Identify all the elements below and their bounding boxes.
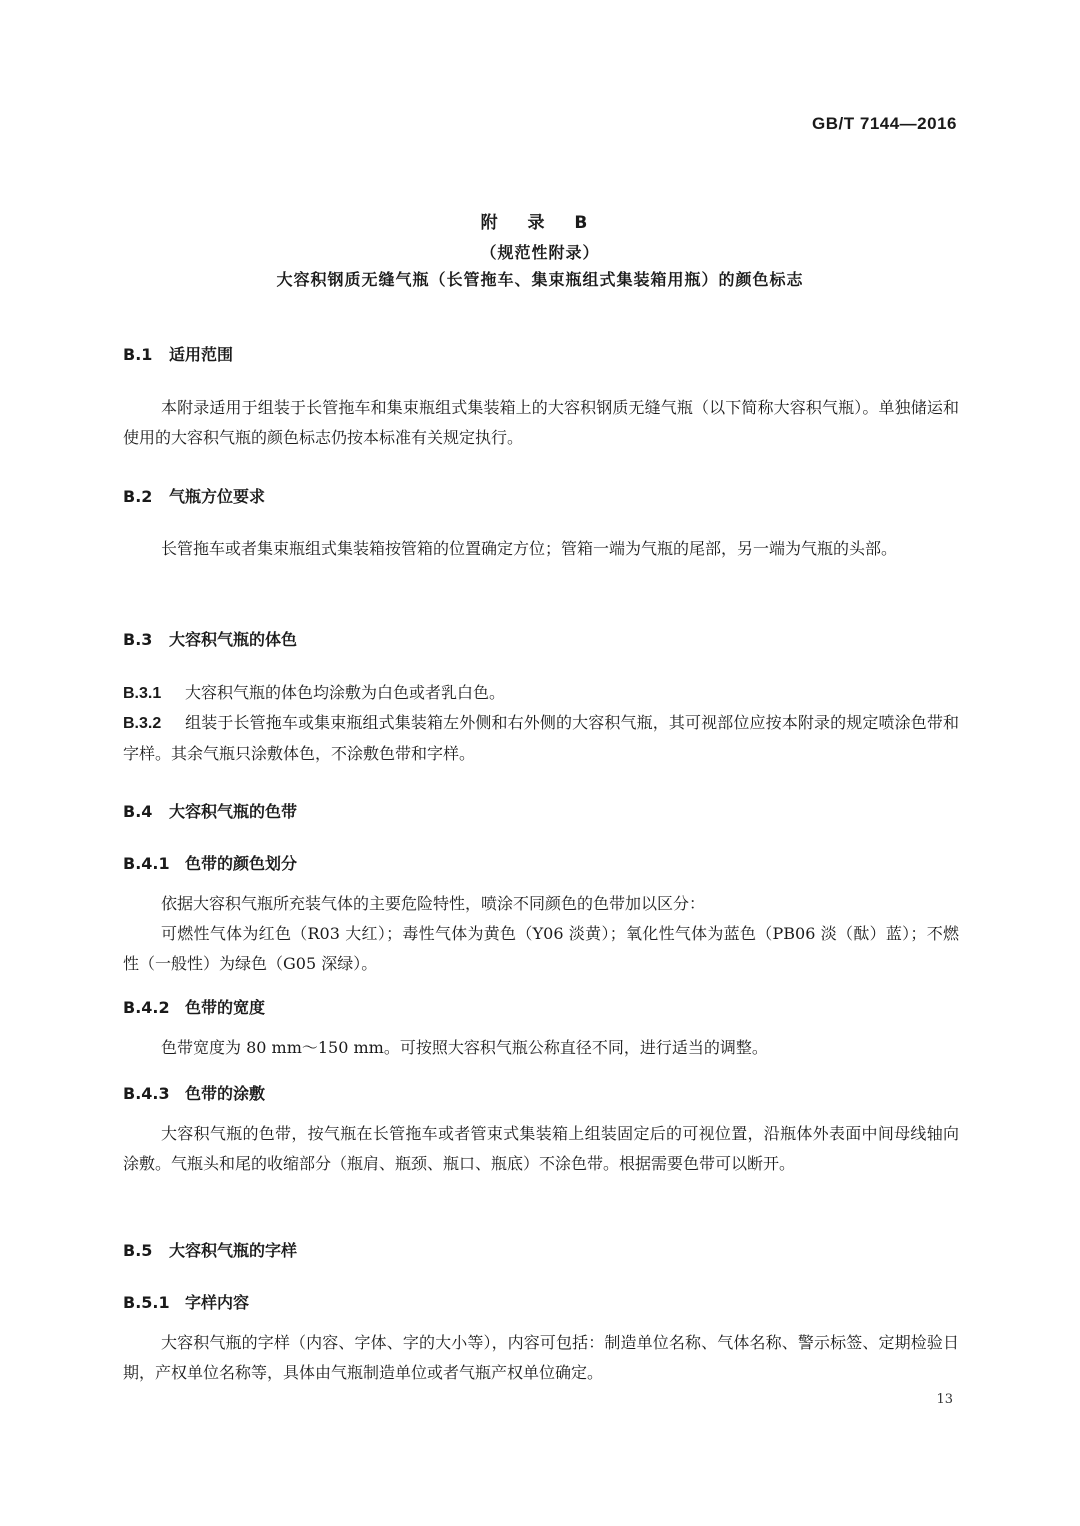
section-title: 大容积气瓶的色带 bbox=[169, 802, 298, 821]
clause-b3-2 bbox=[123, 708, 959, 769]
section-heading-b3 bbox=[123, 627, 297, 650]
section-heading-b5 bbox=[123, 1238, 297, 1261]
subsection-number: B.4.2 bbox=[123, 998, 170, 1017]
section-number: B.3 bbox=[123, 630, 153, 649]
section-number: B.2 bbox=[123, 487, 153, 506]
paragraph-b4-3: 大容积气瓶的色带，按气瓶在长管拖车或者管束式集装箱上组装固定后的可视位置，沿瓶体外表面中间母线轴向涂敷。气瓶头和尾的收缩部分（瓶肩、瓶颈、瓶口、瓶底）不涂色带。根据需要色带可以断开。 bbox=[123, 1124, 959, 1173]
section-paragraph-b1: 本附录适用于组装于长管拖车和集束瓶组式集装箱上的大容积钢质无缝气瓶（以下简称大容积气瓶）。单独储运和使用的大容积气瓶的颜色标志仍按本标准有关规定执行。 bbox=[123, 398, 959, 447]
clause-number: B.3.1 bbox=[123, 685, 162, 702]
section-title: 气瓶方位要求 bbox=[169, 487, 266, 506]
subsection-heading-b4-2 bbox=[123, 995, 265, 1018]
paragraph-b4-1-b: 可燃性气体为红色（R03 大红）；毒性气体为黄色（Y06 淡黄）；氧化性气体为蓝色（PB06 淡（酞）蓝）；不燃性（一般性）为绿色（G05 深绿）。 bbox=[123, 924, 959, 973]
section-title: 适用范围 bbox=[169, 345, 234, 364]
section-number: B.1 bbox=[123, 345, 153, 364]
page-number: 13 bbox=[936, 1392, 953, 1407]
section-heading-b2 bbox=[123, 484, 265, 507]
subsection-number: B.4.3 bbox=[123, 1084, 170, 1103]
paragraph-b4-1-a: 依据大容积气瓶所充装气体的主要危险特性，喷涂不同颜色的色带加以区分： bbox=[161, 894, 706, 913]
section-heading-b1 bbox=[123, 342, 233, 365]
section-number: B.4 bbox=[123, 802, 153, 821]
clause-b3-1 bbox=[123, 678, 959, 709]
section-number: B.5 bbox=[123, 1241, 153, 1260]
section-title: 大容积气瓶的体色 bbox=[169, 630, 298, 649]
clause-number: B.3.2 bbox=[123, 715, 162, 732]
paragraph-b4-2: 色带宽度为 80 mm～150 mm。可按照大容积气瓶公称直径不同，进行适当的调整。 bbox=[161, 1038, 768, 1057]
subsection-heading-b4-3 bbox=[123, 1081, 265, 1104]
subsection-number: B.5.1 bbox=[123, 1293, 170, 1312]
clause-text: 组装于长管拖车或集束瓶组式集装箱左外侧和右外侧的大容积气瓶，其可视部位应按本附录的规定喷涂色带和字样。其余气瓶只涂敷体色，不涂敷色带和字样。 bbox=[123, 713, 959, 763]
section-paragraph-b2: 长管拖车或者集束瓶组式集装箱按管箱的位置确定方位；管箱一端为气瓶的尾部，另一端为气瓶的头部。 bbox=[161, 539, 898, 558]
appendix-kind: （规范性附录） bbox=[480, 243, 600, 262]
subsection-title: 色带的涂敷 bbox=[185, 1084, 266, 1103]
appendix-title: 大容积钢质无缝气瓶（长管拖车、集束瓶组式集装箱用瓶）的颜色标志 bbox=[276, 270, 804, 289]
subsection-title: 字样内容 bbox=[185, 1293, 250, 1312]
standard-code: GB/T 7144—2016 bbox=[812, 114, 957, 133]
section-heading-b4 bbox=[123, 799, 297, 822]
subsection-title: 色带的颜色划分 bbox=[185, 854, 298, 873]
subsection-number: B.4.1 bbox=[123, 854, 170, 873]
section-title: 大容积气瓶的字样 bbox=[169, 1241, 298, 1260]
subsection-heading-b4-1 bbox=[123, 851, 297, 874]
subsection-heading-b5-1 bbox=[123, 1290, 249, 1313]
appendix-label: 附 录 B bbox=[480, 213, 600, 233]
clause-text: 大容积气瓶的体色均涂敷为白色或者乳白色。 bbox=[185, 683, 506, 702]
subsection-title: 色带的宽度 bbox=[185, 998, 266, 1017]
paragraph-b5-1: 大容积气瓶的字样（内容、字体、字的大小等），内容可包括：制造单位名称、气体名称、警示标签、定期检验日期，产权单位名称等，具体由气瓶制造单位或者气瓶产权单位确定。 bbox=[123, 1333, 959, 1382]
